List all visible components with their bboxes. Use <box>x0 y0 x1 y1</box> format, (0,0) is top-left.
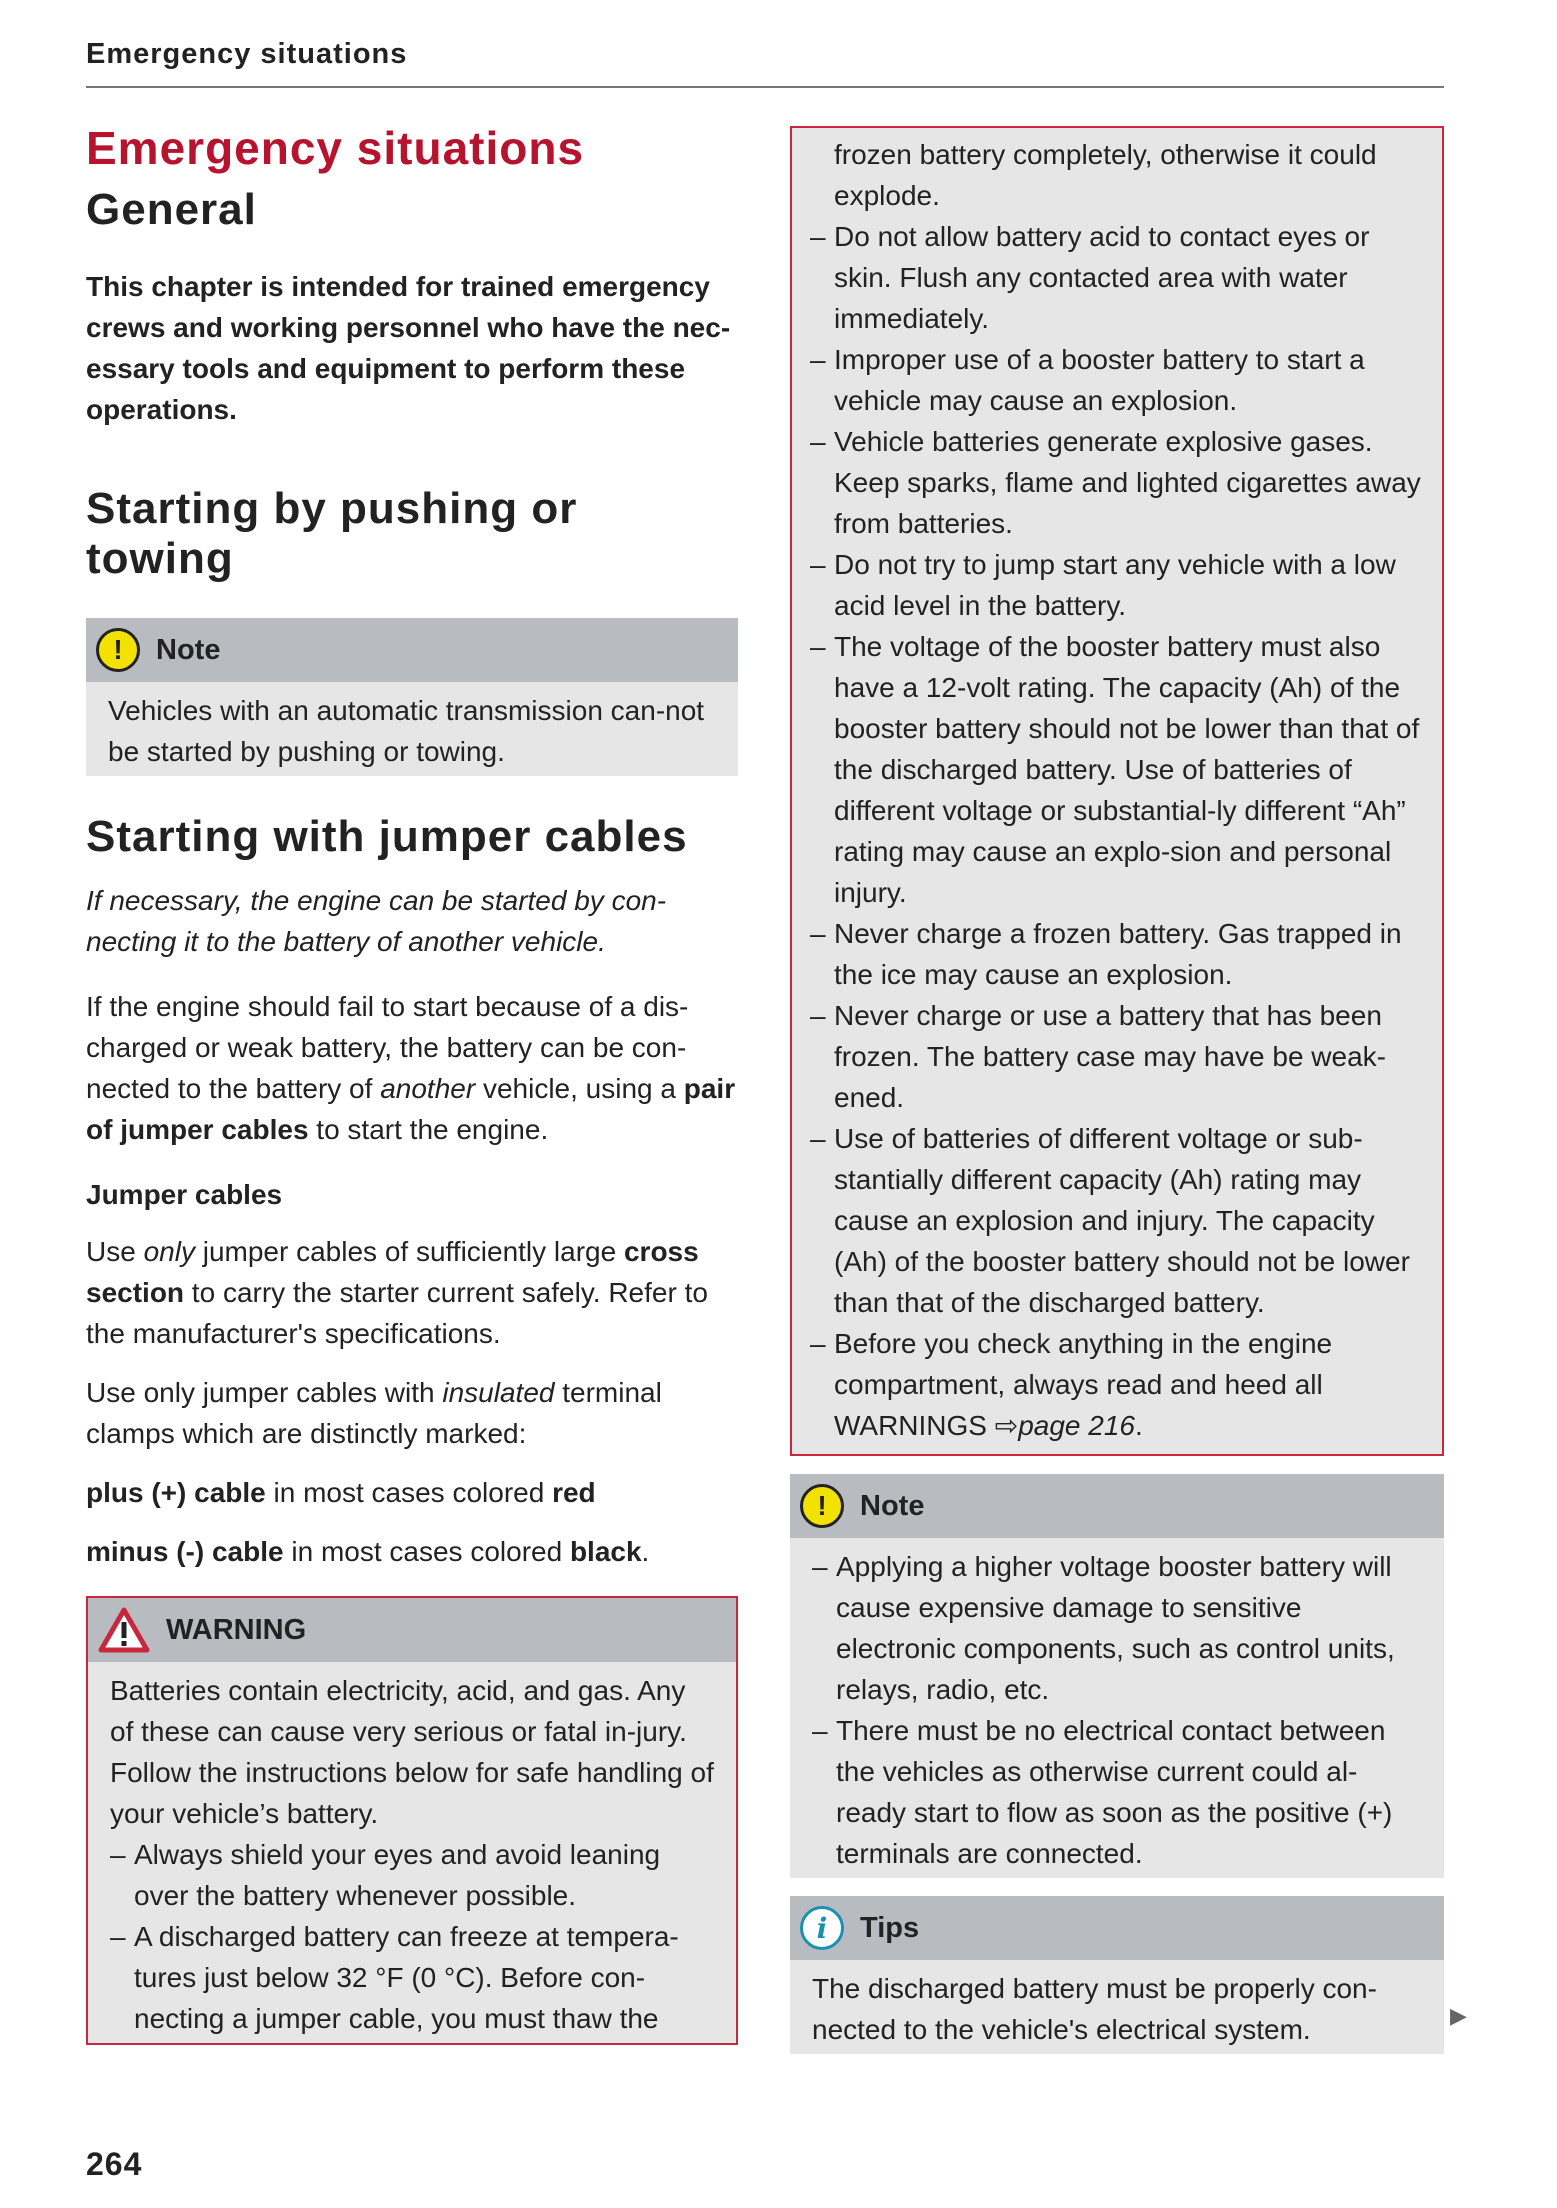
note-header <box>86 618 738 682</box>
exclamation-icon: ! <box>800 1484 844 1528</box>
text-run: Use <box>86 1236 144 1267</box>
emphasis-insulated: insulated <box>442 1377 555 1408</box>
text-run: . <box>641 1536 650 1567</box>
note-box-push <box>86 618 738 776</box>
text-run: jumper cables of sufficiently large <box>194 1236 624 1267</box>
list-item: – The voltage of the booster battery must also have a 12-volt rating. The capacity (Ah) of the booster battery should not be lower than that of the discharged battery. Use of batteries of different voltage or substantial-ly different “Ah” rating may cause an explo-sion and personal injury. <box>810 626 1424 913</box>
text-run: in most cases colored <box>283 1536 570 1567</box>
tips-label: Tips <box>860 1911 920 1944</box>
list-item: – Always shield your eyes and avoid leaning over the battery whenever possible. <box>110 1834 714 1916</box>
exclamation-icon: ! <box>96 628 140 672</box>
warning-list <box>110 1834 714 2039</box>
page-number: 264 <box>86 2146 143 2182</box>
tips-header <box>790 1896 1444 1960</box>
emphasis-another: another <box>380 1073 476 1104</box>
left-column <box>86 118 738 2045</box>
paragraph-fail-to-start <box>86 986 738 1150</box>
running-header <box>86 38 1444 88</box>
text-run: . <box>1135 1410 1143 1441</box>
warning-body <box>88 1662 736 2043</box>
chapter-title: Emergency situations <box>86 122 585 174</box>
note-body <box>790 1538 1444 1878</box>
warning-header <box>88 1598 736 1662</box>
list-item: – Improper use of a booster battery to start a vehicle may cause an explosion. <box>810 339 1424 421</box>
minus-cable-label: minus (-) cable <box>86 1536 284 1567</box>
text-run: Use only jumper cables with <box>86 1377 443 1408</box>
list-item: – Never charge a frozen battery. Gas trapped in the ice may cause an explosion. <box>810 913 1424 995</box>
text-run: Before you check anything in the engine compartment, always read and heed all WARNINGS <box>834 1328 1333 1441</box>
color-red: red <box>552 1477 596 1508</box>
text-run: to start the engine. <box>308 1114 549 1145</box>
list-item: – Do not allow battery acid to contact eyes or skin. Flush any contacted area with water immediately. <box>810 216 1424 339</box>
arrow-right-icon: ⇨ <box>994 1410 1019 1441</box>
warning-continued-list <box>810 216 1424 1446</box>
list-item: – Vehicle batteries generate explosive gases. Keep sparks, flame and lighted cigarettes away from batteries. <box>810 421 1424 544</box>
emphasis-only: only <box>143 1236 195 1267</box>
plus-cable-line <box>86 1472 738 1513</box>
minus-cable-line <box>86 1531 738 1572</box>
list-item: – A discharged battery can freeze at tempera-tures just below 32 °F (0 °C). Before con-necting a jumper cable, you must thaw the <box>110 1916 714 2039</box>
warning-triangle-icon <box>98 1607 150 1653</box>
jumper-heading: Starting with jumper cables <box>86 812 688 861</box>
list-item: – Use of batteries of different voltage or sub-stantially different capacity (Ah) rating may cause an explosion and injury. The capacity (Ah) of the booster battery should not be lower than that of the discharged battery. <box>810 1118 1424 1323</box>
text-run: to carry the starter current safely. Refer to the manufacturer's specifications. <box>86 1277 708 1349</box>
emphasis-jumper-cables: pair of jumper cables <box>86 1073 736 1145</box>
warning-box <box>86 1596 738 2045</box>
color-black: black <box>569 1536 642 1567</box>
text-run: If the engine should fail to start because of a dis-charged or weak battery, the battery can be con-nected to the battery of <box>86 991 689 1104</box>
warning-continued-first: frozen battery completely, otherwise it could explode. <box>834 139 1377 211</box>
paragraph-cross-section <box>86 1231 738 1354</box>
tips-text: The discharged battery must be properly con-nected to the vehicle's electrical system. <box>812 1973 1377 2045</box>
info-icon: i <box>800 1906 844 1950</box>
list-item: – There must be no electrical contact between the vehicles as otherwise current could al-ready start to flow as soon as the positive (+) terminals are connected. <box>812 1710 1422 1874</box>
note-header <box>790 1474 1444 1538</box>
warning-label: WARNING <box>166 1613 307 1646</box>
note-box-voltage <box>790 1474 1444 1878</box>
next-page-arrow-icon[interactable]: ▶ <box>1450 2003 1467 2028</box>
warning-box-continued <box>790 126 1444 1456</box>
cables-subheading: Jumper cables <box>86 1179 283 1210</box>
right-column <box>790 126 1444 2054</box>
text-run: in most cases colored <box>265 1477 553 1508</box>
page-reference-link[interactable]: page 216 <box>1018 1410 1136 1441</box>
warning-continued-body <box>792 128 1442 1454</box>
paragraph-insulated <box>86 1372 738 1454</box>
list-item: – Do not try to jump start any vehicle with a low acid level in the battery. <box>810 544 1424 626</box>
plus-cable-label: plus (+) cable <box>86 1477 266 1508</box>
text-run: vehicle, using a <box>475 1073 684 1104</box>
list-item: – Never charge or use a battery that has been frozen. The battery case may have be weak-ened. <box>810 995 1424 1118</box>
note-list <box>812 1546 1422 1874</box>
intro-paragraph: This chapter is intended for trained emergency crews and working personnel who have the nec-essary tools and equipment to perform these operations. <box>86 271 731 425</box>
tips-box <box>790 1896 1444 2054</box>
note-text: Vehicles with an automatic transmission can-not be started by pushing or towing. <box>108 695 705 767</box>
list-item: – Applying a higher voltage booster battery will cause expensive damage to sensitive electronic components, such as control units, relays, radio, etc. <box>812 1546 1422 1710</box>
running-title: Emergency situations <box>86 38 408 70</box>
list-item <box>810 1323 1424 1446</box>
warning-intro: Batteries contain electricity, acid, and gas. Any of these can cause very serious or fatal in-jury. Follow the instructions below for safe handling of your vehicle’s battery. <box>110 1675 714 1829</box>
text-run: terminal clamps which are distinctly marked: <box>86 1377 662 1449</box>
note-label: Note <box>860 1489 925 1522</box>
push-heading: Starting by pushing or towing <box>86 484 578 583</box>
note-label: Note <box>156 633 221 666</box>
emphasis-cross-section: cross section <box>86 1236 699 1308</box>
general-heading: General <box>86 185 257 234</box>
jumper-lead: If necessary, the engine can be started by con-necting it to the battery of another vehicle. <box>86 885 667 957</box>
